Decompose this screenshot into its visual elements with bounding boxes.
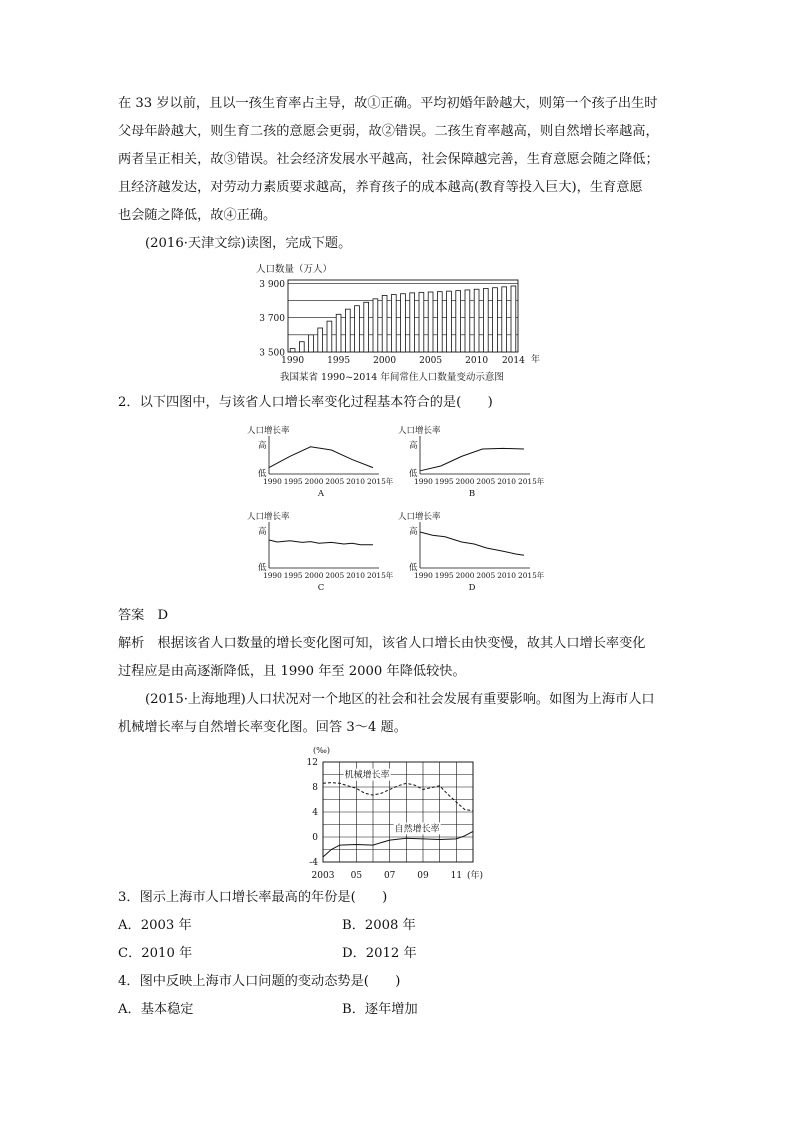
growth-ytick: -4	[309, 858, 318, 868]
mini-xtick: 2000	[455, 571, 475, 580]
bar-ytick: 3 500	[259, 348, 285, 359]
analysis-line: 过程应是由高逐渐降低，且 1990 年至 2000 年降低较快。	[118, 664, 466, 679]
mini-series-line	[420, 532, 524, 555]
bar	[290, 349, 295, 352]
option-a: A．2003 年	[118, 918, 192, 933]
bar	[318, 328, 323, 352]
bar-xtick: 1995	[327, 356, 351, 366]
bar	[437, 292, 442, 352]
mini-xtick: 2000	[304, 477, 324, 486]
growth-ytick: 4	[312, 808, 318, 818]
mini-chart-a	[245, 422, 395, 504]
growth-xunit: (年)	[467, 871, 484, 881]
mini-xtick: 2010	[497, 571, 517, 580]
mini-series-line	[420, 448, 524, 470]
bar	[410, 293, 415, 352]
question-3-stem: 3．图示上海市人口增长率最高的年份是( )	[118, 890, 388, 905]
bar	[419, 292, 424, 352]
natural-growth-label: 自然增长率	[394, 824, 440, 835]
bar-xtick: 1990	[281, 356, 305, 366]
mini-series-line	[269, 540, 373, 545]
mini-xtick: 1995	[283, 571, 303, 580]
bar	[345, 309, 350, 352]
growth-unit: (‰)	[313, 746, 330, 755]
bar-xtick: 2000	[373, 356, 397, 366]
bar-xtick: 2014	[501, 356, 525, 366]
mini-y-low: 低	[409, 469, 418, 479]
mini-xtick: 1995	[434, 571, 454, 580]
mini-xtick: 2000	[455, 477, 475, 486]
growth-xtick: 2003	[311, 871, 335, 881]
mini-xtick: 2015年	[367, 571, 394, 580]
mini-xtick: 2010	[346, 477, 366, 486]
mechanical-growth-label: 机械增长率	[344, 770, 390, 781]
bar	[483, 289, 488, 352]
bar	[474, 289, 479, 352]
option-b: B．2008 年	[342, 918, 416, 933]
bar	[327, 321, 332, 352]
option-c: C．2010 年	[118, 946, 193, 961]
bar	[465, 290, 470, 352]
growth-ytick: 12	[306, 758, 318, 768]
bar	[401, 294, 406, 352]
mini-ylabel: 人口增长率	[247, 426, 290, 436]
question-2-stem: 2．以下四图中，与该省人口增长率变化过程基本符合的是( )	[118, 395, 493, 410]
growth-xtick: 11	[450, 871, 463, 881]
option-d: D．2012 年	[342, 946, 417, 961]
mini-xtick: 2015年	[518, 477, 545, 486]
growth-xtick: 07	[383, 871, 396, 881]
population-bar-chart	[250, 260, 550, 388]
bar	[428, 292, 433, 352]
text-line: 也会随之降低，故④正确。	[118, 208, 277, 223]
question-intro: 机械增长率与自然增长率变化图。回答 3～4 题。	[118, 720, 407, 735]
bar	[299, 342, 304, 352]
mini-series-line	[269, 447, 373, 468]
bar	[502, 287, 507, 352]
mini-ylabel: 人口增长率	[247, 512, 290, 522]
bar	[391, 295, 396, 352]
bar	[309, 335, 314, 352]
bar	[447, 291, 452, 352]
mini-xtick: 2015年	[367, 477, 394, 486]
growth-ytick: 0	[312, 833, 318, 843]
natural-growth-line	[323, 831, 473, 857]
mini-xtick: 1995	[434, 477, 454, 486]
mini-chart-c	[245, 508, 395, 598]
mini-y-high: 高	[258, 527, 267, 537]
mini-xtick: 2005	[476, 477, 496, 486]
mini-y-high: 高	[409, 527, 418, 537]
mini-xtick: 1995	[283, 477, 303, 486]
answer: 答案 D	[118, 608, 169, 623]
bar-ytick: 3 700	[259, 314, 285, 325]
bar	[382, 295, 387, 352]
text-line: 两者呈正相关，故③错误。社会经济发展水平越高，社会保障越完善，生育意愿会随之降低；	[118, 152, 659, 167]
question-intro: (2016·天津文综)读图，完成下题。	[145, 236, 352, 251]
mini-xtick: 2010	[497, 477, 517, 486]
bar-ytick: 3 900	[259, 279, 285, 290]
bar	[336, 314, 341, 352]
mini-y-low: 低	[409, 563, 418, 573]
bar-xunit: 年	[531, 355, 541, 365]
text-line: 在 33 岁以前，且以一孩生育率占主导，故①正确。平均初婚年龄越大，则第一个孩子出生时	[118, 96, 658, 111]
mini-ylabel: 人口增长率	[398, 426, 441, 436]
option-a: A．基本稳定	[118, 1002, 194, 1017]
mini-panel-label: A	[317, 489, 325, 499]
growth-xtick: 09	[417, 871, 429, 881]
mini-xtick: 2015年	[518, 571, 545, 580]
bar-xtick: 2005	[419, 356, 443, 366]
growth-rate-chart	[295, 742, 505, 882]
bar-caption: 我国某省 1990~2014 年间常住人口数量变动示意图	[280, 372, 504, 383]
mini-panel-label: B	[468, 489, 476, 499]
mini-xtick: 1990	[263, 571, 282, 580]
mini-xtick: 2000	[304, 571, 324, 580]
bar	[373, 299, 378, 352]
mini-y-high: 高	[258, 441, 267, 451]
bar	[493, 288, 498, 352]
bar	[355, 306, 360, 352]
mini-chart-b	[396, 422, 546, 504]
mini-xtick: 2005	[476, 571, 496, 580]
text-line: 且经济越发达，对劳动力素质要求越高，养育孩子的成本越高(教育等投入巨大)，生育意愿	[118, 180, 643, 195]
bar-xtick: 2010	[465, 356, 489, 366]
mini-xtick: 2005	[325, 571, 345, 580]
analysis-line: 解析 根据该省人口数量的增长变化图可知，该省人口增长由快变慢，故其人口增长率变化	[118, 636, 646, 651]
mini-xtick: 1990	[263, 477, 282, 486]
bar	[364, 302, 369, 352]
mini-xtick: 1990	[414, 571, 433, 580]
mini-chart-d	[396, 508, 546, 598]
mini-y-low: 低	[258, 469, 267, 479]
growth-ytick: 8	[312, 783, 318, 793]
question-intro: (2015·上海地理)人口状况对一个地区的社会和社会发展有重要影响。如图为上海市人口	[145, 692, 655, 707]
bar	[511, 286, 516, 352]
mini-panel-label: D	[468, 583, 476, 593]
mini-panel-label: C	[317, 583, 325, 593]
mini-xtick: 2010	[346, 571, 366, 580]
mini-y-low: 低	[258, 563, 267, 573]
growth-xtick: 05	[350, 871, 363, 881]
text-line: 父母年龄越大，则生育二孩的意愿会更弱，故②错误。二孩生育率越高，则自然增长率越高，	[118, 124, 659, 139]
mini-y-high: 高	[409, 441, 418, 451]
mini-ylabel: 人口增长率	[398, 512, 441, 522]
option-b: B．逐年增加	[342, 1002, 418, 1017]
bar	[456, 291, 461, 352]
bar-ylabel: 人口数量（万人）	[256, 264, 333, 275]
mini-xtick: 1990	[414, 477, 433, 486]
question-4-stem: 4．图中反映上海市人口问题的变动态势是( )	[118, 974, 401, 989]
mini-xtick: 2005	[325, 477, 345, 486]
